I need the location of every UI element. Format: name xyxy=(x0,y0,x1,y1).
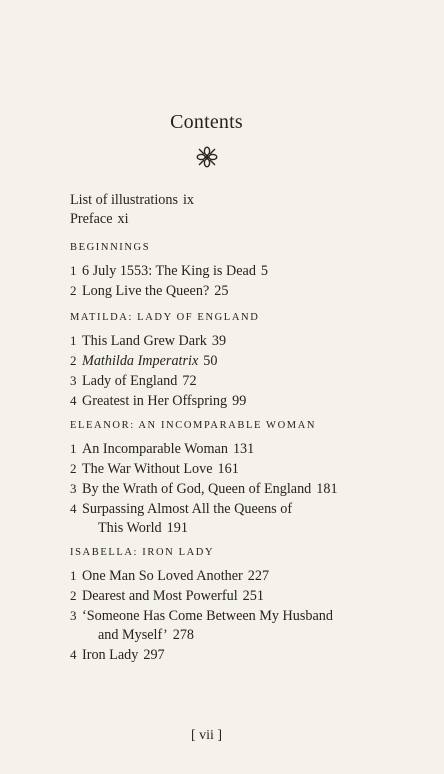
entry-title: Iron Lady xyxy=(82,647,139,663)
chapter-number: 1 xyxy=(70,263,77,278)
toc-entry xyxy=(70,210,410,229)
page-number: 297 xyxy=(143,647,165,663)
toc-entry xyxy=(70,566,410,586)
page-number: 278 xyxy=(172,627,195,643)
section-heading: ELEANOR: AN INCOMPARABLE WOMAN xyxy=(70,420,317,431)
toc-entry xyxy=(70,391,410,411)
toc-entry xyxy=(70,645,410,665)
page-number: 161 xyxy=(217,461,239,477)
entry-title: Preface xyxy=(70,211,113,227)
chapter-number: 2 xyxy=(70,283,77,298)
entry-title: ‘Someone Has Come Between My Husband xyxy=(82,608,333,624)
front-matter xyxy=(70,191,410,229)
entry-title: One Man So Loved Another xyxy=(82,568,243,584)
section-heading: BEGINNINGS xyxy=(70,242,151,253)
section-heading: MATILDA: LADY OF ENGLAND xyxy=(70,312,260,323)
section-entries xyxy=(70,566,410,665)
entry-title: The War Without Love xyxy=(82,461,213,477)
chapter-number: 1 xyxy=(70,441,77,456)
entry-title: Surpassing Almost All the Queens of xyxy=(82,501,293,517)
page-number: 50 xyxy=(203,353,218,369)
chapter-number: 1 xyxy=(70,333,77,348)
section-entries xyxy=(70,439,410,538)
entry-title: 6 July 1553: The King is Dead xyxy=(82,263,256,279)
toc-entry xyxy=(70,459,410,479)
entry-title: Lady of England xyxy=(82,373,178,389)
chapter-number: 2 xyxy=(70,461,77,476)
page-number: ix xyxy=(182,192,195,208)
toc-entry xyxy=(70,586,410,606)
chapter-number: 2 xyxy=(70,588,77,603)
toc-entry-continuation xyxy=(70,626,410,645)
entry-title: By the Wrath of God, Queen of England xyxy=(82,481,312,497)
toc-entry xyxy=(70,191,410,210)
chapter-number: 4 xyxy=(70,393,77,408)
page-number: 191 xyxy=(166,520,188,536)
toc-entry xyxy=(70,439,410,459)
page-title: Contents xyxy=(170,111,243,133)
toc-entry xyxy=(70,331,410,351)
entry-title: Mathilda Imperatrix xyxy=(82,353,199,369)
chapter-number: 4 xyxy=(70,647,77,662)
entry-title: Long Live the Queen? xyxy=(82,283,210,299)
entry-title: Dearest and Most Powerful xyxy=(82,588,238,604)
four-petal-fleuron-icon xyxy=(196,146,218,168)
page-number: 39 xyxy=(211,333,227,349)
page-number: 99 xyxy=(232,393,247,409)
page-number: 72 xyxy=(182,373,197,389)
chapter-number: 1 xyxy=(70,568,77,583)
page-number: 5 xyxy=(260,263,269,279)
toc-entry xyxy=(70,606,410,626)
chapter-number: 3 xyxy=(70,608,77,623)
entry-title: This World xyxy=(98,520,162,536)
section-entries xyxy=(70,261,410,301)
entry-title: List of illustrations xyxy=(70,192,178,208)
entry-title: This Land Grew Dark xyxy=(82,333,207,349)
chapter-number: 2 xyxy=(70,353,77,368)
entry-title: Greatest in Her Offspring xyxy=(82,393,228,409)
page-folio: [ vii ] xyxy=(190,728,223,743)
chapter-number: 4 xyxy=(70,501,77,516)
page-number: 131 xyxy=(232,441,255,457)
toc-entry xyxy=(70,281,410,301)
chapter-number: 3 xyxy=(70,481,77,496)
toc-entry xyxy=(70,261,410,281)
page-number: 25 xyxy=(214,283,229,299)
section-heading: ISABELLA: IRON LADY xyxy=(70,547,215,558)
page-number: 227 xyxy=(247,568,270,584)
page-number: 251 xyxy=(242,588,264,604)
chapter-number: 3 xyxy=(70,373,77,388)
toc-entry xyxy=(70,499,410,519)
page-number: 181 xyxy=(316,481,338,497)
toc-entry-continuation xyxy=(70,519,410,538)
entry-title: and Myself’ xyxy=(98,627,168,643)
toc-entry xyxy=(70,479,410,499)
section-entries xyxy=(70,331,410,411)
page-number: xi xyxy=(117,211,129,227)
toc-entry xyxy=(70,351,410,371)
toc-entry xyxy=(70,371,410,391)
entry-title: An Incomparable Woman xyxy=(82,441,228,457)
